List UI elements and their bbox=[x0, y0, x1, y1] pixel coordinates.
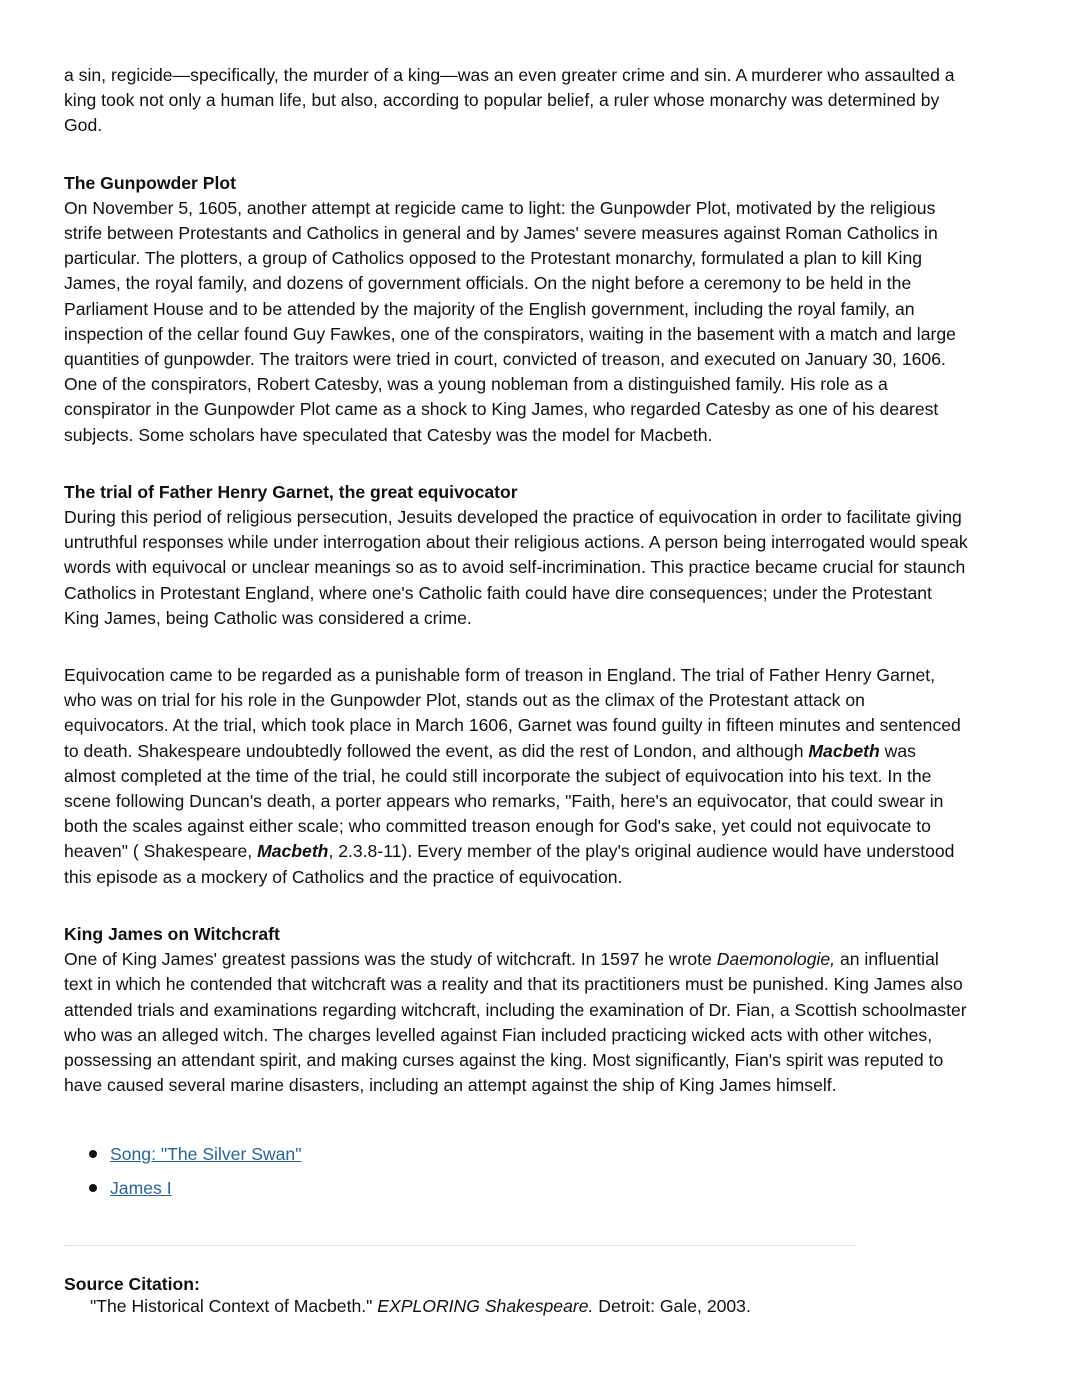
list-item bbox=[64, 1171, 969, 1205]
daemonologie-title: Daemonologie, bbox=[716, 949, 836, 970]
citation-heading: Source Citation: bbox=[64, 1274, 200, 1294]
gunpowder-plot-paragraph: On November 5, 1605, another attempt at regicide came to light: the Gunpowder Plot, motivated by the religious strife between Protestants and Catholics in general and by James' severe measures against Roman Catholics in particular. The plotters, a group of Catholics opposed to the Protestant monarchy, formulated a plan to kill King James, the royal family, and dozens of government officials. On the night before a ceremony to be held in the Parliament House and to be attended by the majority of the English government, including the royal family, an inspection of the cellar found Guy Fawkes, one of the conspirators, waiting in the basement with a match and large quantities of gunpowder. The traitors were tried in court, convicted of treason, and executed on January 30, 1606. One of the conspirators, Robert Catesby, was a young nobleman from a distinguished family. His role as a conspirator in the Gunpowder Plot came as a shock to King James, who regarded Catesby as one of his dearest subjects. Some scholars have speculated that Catesby was the model for Macbeth. bbox=[64, 197, 956, 445]
citation-text-b: Detroit: Gale, 2003. bbox=[593, 1296, 751, 1316]
witchcraft-text-b: an influential text in which he contended that witchcraft was a reality and that its practitioners must be punished. King James also attended trials and examinations regarding witchcraft, including the examination of Dr. Fian, a Scottish schoolmaster who was an alleged witch. The charges levelled against Fian included practicing wicked acts with other witches, possessing an attendant spirit, and making curses against the king. Most significantly, Fian's spirit was reputed to have caused several marine disasters, including an attempt against the ship of King James himself. bbox=[64, 949, 967, 1096]
macbeth-title: Macbeth bbox=[257, 841, 329, 862]
section-witchcraft bbox=[64, 922, 969, 1098]
section-divider bbox=[64, 1245, 856, 1246]
citation-text bbox=[64, 1295, 969, 1317]
macbeth-title: Macbeth bbox=[808, 740, 880, 761]
citation-text-a: "The Historical Context of Macbeth." bbox=[90, 1296, 378, 1316]
bullet-icon bbox=[89, 1150, 97, 1158]
bullet-icon bbox=[89, 1184, 97, 1192]
garnet-paragraph-1: During this period of religious persecution, Jesuits developed the practice of equivocation in order to facilitate giving untruthful responses while under interrogation about their religious actions. A person being interrogated would speak words with equivocal or unclear meanings so as to avoid self-incrimination. This practice became crucial for staunch Catholics in Protestant England, where one's Catholic faith could have dire consequences; under the Protestant King James, being Catholic was considered a crime. bbox=[64, 507, 968, 628]
document-body bbox=[64, 63, 969, 1205]
garnet-text-c: , 2.3.8-11). Every member of the play's original audience would have understood this episode as a mockery of Catholics and the practice of equivocation. bbox=[64, 841, 955, 887]
list-item bbox=[64, 1137, 969, 1171]
related-links-list bbox=[64, 1137, 969, 1205]
section-heading-henry-garnet: The trial of Father Henry Garnet, the great equivocator bbox=[64, 481, 518, 502]
citation-publication: EXPLORING Shakespeare. bbox=[377, 1296, 594, 1316]
garnet-text-a: Equivocation came to be regarded as a punishable form of treason in England. The trial of Father Henry Garnet, who was on trial for his role in the Gunpowder Plot, stands out as the climax of the Protestant attack on equivocators. At the trial, which took place in March 1606, Garnet was found guilty in fifteen minutes and sentenced to death. Shakespeare undoubtedly followed the event, as did the rest of London, and although bbox=[64, 665, 961, 761]
source-citation bbox=[64, 1273, 969, 1317]
garnet-text-b: was almost completed at the time of the trial, he could still incorporate the subject of equivocation into his text. In the scene following Duncan's death, a porter appears who remarks, "Faith, here's an equivocator, that could swear in both the scales against either scale; who committed treason enough for God's sake, yet could not equivocate to heaven" ( Shakespeare, bbox=[64, 740, 944, 862]
section-heading-witchcraft: King James on Witchcraft bbox=[64, 923, 280, 944]
section-gunpowder-plot bbox=[64, 171, 969, 448]
garnet-paragraph-2 bbox=[64, 663, 969, 890]
section-heading-gunpowder-plot: The Gunpowder Plot bbox=[64, 172, 237, 193]
section-henry-garnet-trial bbox=[64, 480, 969, 890]
witchcraft-text-a: One of King James' greatest passions was the study of witchcraft. In 1597 he wrote bbox=[64, 949, 717, 970]
link-james-i[interactable]: James I bbox=[110, 1178, 172, 1199]
intro-paragraph: a sin, regicide—specifically, the murder of a king—was an even greater crime and sin. A murderer who assaulted a king took not only a human life, but also, according to popular belief, a ruler whose monarchy was determined by God. bbox=[64, 65, 955, 136]
witchcraft-paragraph bbox=[64, 947, 969, 1098]
link-silver-swan[interactable]: Song: "The Silver Swan" bbox=[110, 1144, 302, 1165]
